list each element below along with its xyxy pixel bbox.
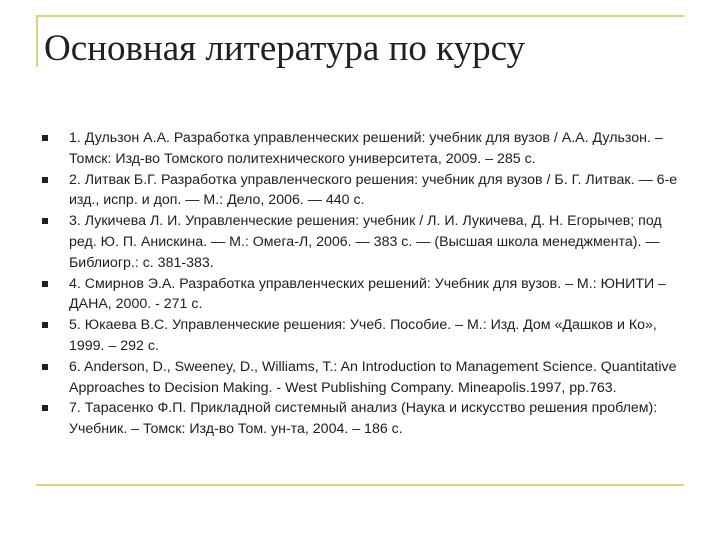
square-bullet-icon — [42, 135, 48, 141]
square-bullet-icon — [42, 281, 48, 287]
reference-item — [42, 211, 692, 273]
square-bullet-icon — [42, 364, 48, 370]
reference-item — [42, 398, 692, 440]
square-bullet-icon — [42, 218, 48, 224]
reference-text: 5. Юкаева В.С. Управленческие решения: Учеб. Пособие. – М.: Изд. Дом «Дашков и Ко», 1999. – 292 с. — [69, 317, 657, 354]
reference-item — [42, 315, 692, 357]
square-bullet-icon — [42, 322, 48, 328]
reference-list — [42, 128, 692, 440]
top-rule — [36, 15, 684, 17]
left-rule — [36, 15, 38, 67]
reference-item — [42, 357, 692, 399]
square-bullet-icon — [42, 177, 48, 183]
reference-text: 1. Дульзон А.А. Разработка управленческих решений: учебник для вузов / А.А. Дульзон. – Томск: Изд-во Томского политехнического университета, 2009. – 285 с. — [69, 130, 663, 167]
reference-text: 7. Тарасенко Ф.П. Прикладной системный анализ (Наука и искусство решения проблем): Учебник. – Томск: Изд-во Том. ун-та, 2004. – 186 с. — [69, 400, 658, 438]
square-bullet-icon — [42, 405, 48, 411]
reference-text: 6. Anderson, D., Sweeney, D., Williams, T.: An Introduction to Management Science. Quantitative Approaches to Decision Making. - West Publishing Company. Mineapolis.1997, pp.763. — [69, 358, 677, 396]
reference-item — [42, 170, 692, 212]
reference-text: 2. Литвак Б.Г. Разработка управленческого решения: учебник для вузов / Б. Г. Литвак. — 6-е изд., испр. и доп. — М.: Дело, 2006. — 440 с. — [69, 171, 678, 209]
reference-item — [42, 128, 692, 170]
slide-title: Основная литература по курсу — [44, 28, 526, 69]
reference-text: 3. Лукичева Л. И. Управленческие решения: учебник / Л. И. Лукичева, Д. Н. Егорычев; под ред. Ю. П. Анискина. — М.: Омега-Л, 2006. — 383 с. — (Высшая школа менеджмента). — Библиогр.: с. 381-383. — [69, 213, 662, 271]
reference-text: 4. Смирнов Э.А. Разработка управленческих решений: Учебник для вузов. – М.: ЮНИТИ – ДАНА, 2000. - 271 с. — [69, 275, 667, 313]
bottom-rule — [36, 484, 684, 486]
reference-item — [42, 274, 692, 316]
